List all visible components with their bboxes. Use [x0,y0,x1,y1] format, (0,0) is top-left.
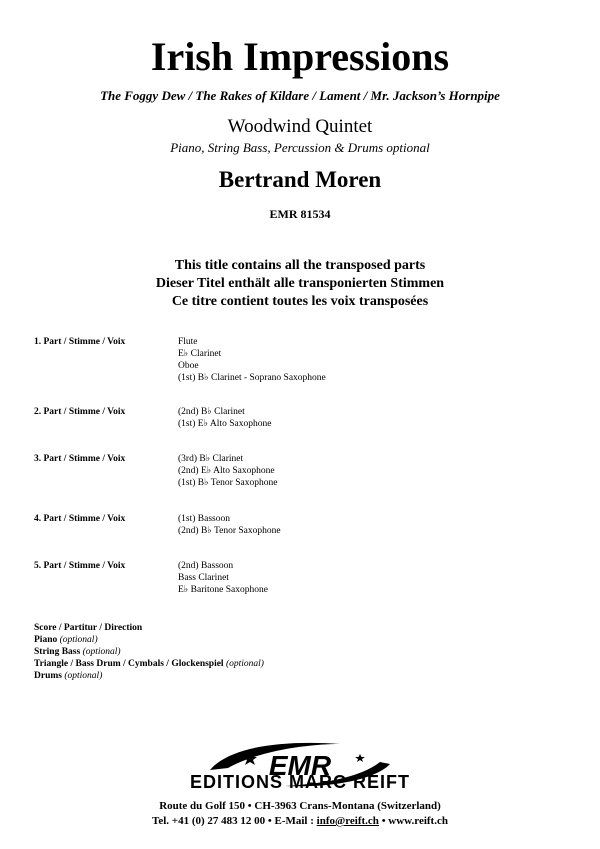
composer-name: Bertrand Moren [218,167,382,192]
drums-label: Drums [34,671,62,681]
piano-label: Piano [34,635,58,645]
part-label: 3. Part / Stimme / Voix [34,454,126,464]
transposed-notice [0,257,600,311]
contact-website: • www.reift.ch [378,815,448,827]
contact-phone: Tel. +41 (0) 27 483 12 00 • E-Mail : [152,815,317,827]
part-instruments [178,336,326,384]
publisher-contact [0,814,600,828]
instrument: (2nd) B♭ Tenor Saxophone [178,526,281,536]
part-label: 5. Part / Stimme / Voix [34,561,126,571]
instrument: E♭ Baritone Saxophone [178,585,268,595]
ensemble-label: Woodwind Quintet [227,116,373,137]
instrument: Bass Clarinet [178,573,229,583]
piece-title: Irish Impressions [150,34,450,79]
logo-text: EMR [268,750,332,781]
instrument: (2nd) E♭ Alto Saxophone [178,466,275,476]
part-label: 4. Part / Stimme / Voix [34,514,126,524]
score-label: Score / Partitur / Direction [34,623,143,633]
publisher-address: Route du Golf 150 • CH-3963 Crans-Montana (Switzerland) [159,800,441,812]
piece-subtitle: The Foggy Dew / The Rakes of Kildare / Lament / Mr. Jackson’s Hornpipe [100,88,500,103]
piano-line [34,634,264,646]
instrument: (1st) Bassoon [178,514,230,524]
instrument: (1st) B♭ Tenor Saxophone [178,478,278,488]
part-label: 2. Part / Stimme / Voix [34,407,126,417]
optional-instruments: Piano, String Bass, Percussion & Drums optional [170,140,430,155]
drums-line [34,670,264,682]
part-instruments [178,560,268,596]
transposed-notice-fr: Ce titre contient toutes les voix transposées [171,294,429,309]
optional-note: (optional) [82,647,121,657]
optional-note: (optional) [64,671,103,681]
percussion-label: Triangle / Bass Drum / Cymbals / Glockenspiel [34,659,224,669]
instrument: (2nd) Bassoon [178,561,234,571]
optional-note: (optional) [59,635,98,645]
instrument: Flute [178,337,198,347]
transposed-notice-de: Dieser Titel enthält alle transponierten Stimmen [155,276,445,291]
string-bass-label: String Bass [34,647,81,657]
optional-note: (optional) [225,659,264,669]
publisher-name: EDITIONS MARC REIFT [190,772,410,792]
extra-parts [34,622,264,682]
instrument: (2nd) B♭ Clarinet [178,407,245,417]
instrument: (1st) E♭ Alto Saxophone [178,419,272,429]
score-line [34,622,264,634]
part-instruments [178,513,281,537]
part-instruments [178,406,271,430]
transposed-notice-en: This title contains all the transposed parts [174,258,426,273]
catalog-number: EMR 81534 [269,207,331,221]
percussion-line [34,658,264,670]
instrument: (1st) B♭ Clarinet - Soprano Saxophone [178,373,326,383]
string-bass-line [34,646,264,658]
instrument: E♭ Clarinet [178,349,222,359]
email-link[interactable]: info@reift.ch [316,815,379,827]
star-icon [355,754,365,762]
instrument: (3rd) B♭ Clarinet [178,454,244,464]
part-instruments [178,453,277,489]
instrument: Oboe [178,361,199,371]
part-label: 1. Part / Stimme / Voix [34,337,126,347]
